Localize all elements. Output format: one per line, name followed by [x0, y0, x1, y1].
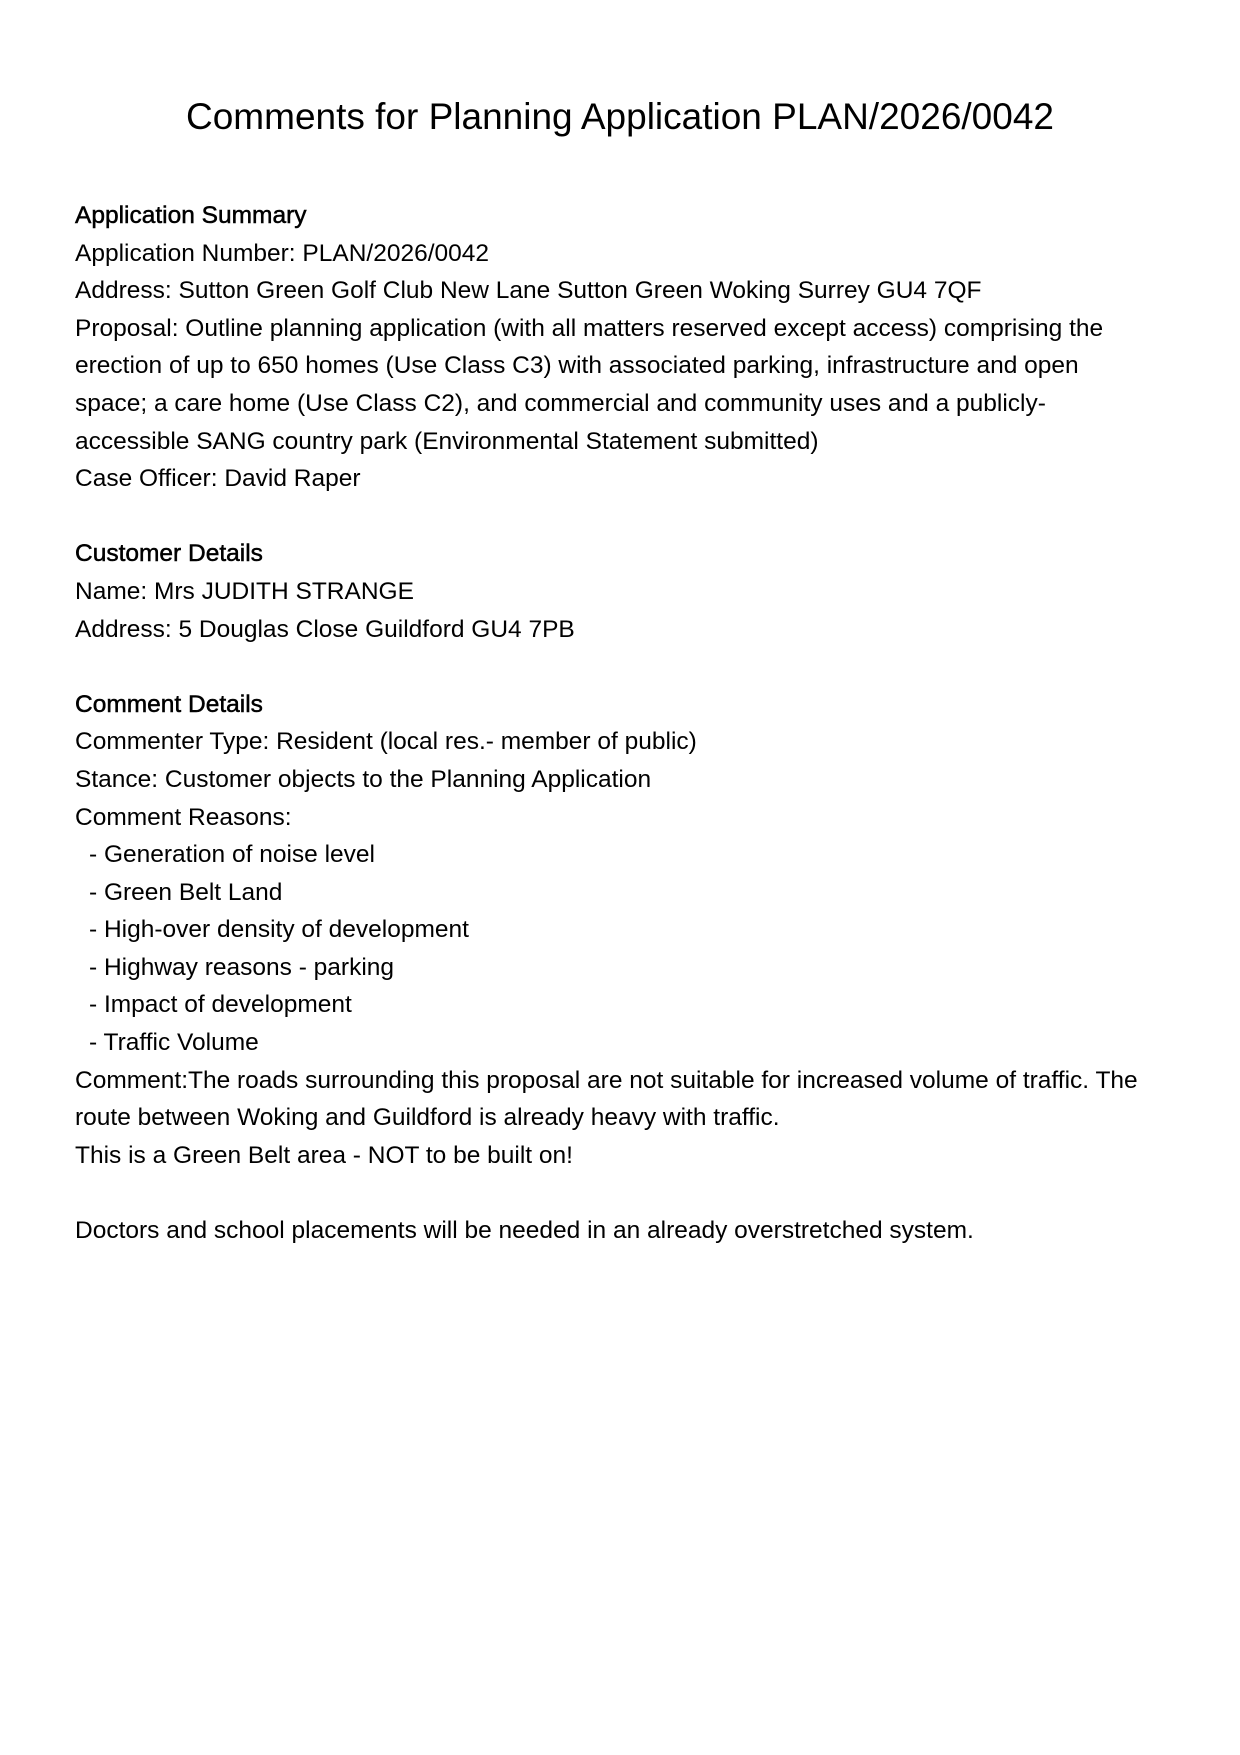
commenter-type: Commenter Type: Resident (local res.- member of public)	[75, 728, 697, 756]
comment-reason-item: - Highway reasons - parking	[89, 953, 395, 981]
customer-details-heading: Customer Details	[75, 540, 263, 568]
customer-name: Name: Mrs JUDITH STRANGE	[75, 577, 414, 605]
comment-text-final: Doctors and school placements will be needed in an already overstretched system.	[75, 1217, 974, 1245]
proposal-line: accessible SANG country park (Environmental Statement submitted)	[75, 427, 819, 455]
case-officer: Case Officer: David Raper	[75, 465, 361, 493]
comment-reason-item: - Traffic Volume	[89, 1029, 259, 1057]
application-address: Address: Sutton Green Golf Club New Lane Sutton Green Woking Surrey GU4 7QF	[75, 277, 982, 305]
paragraph-spacer	[75, 1174, 1175, 1212]
proposal-line: erection of up to 650 homes (Use Class C3) with associated parking, infrastructure and open	[75, 352, 1079, 380]
page-title: Comments for Planning Application PLAN/2026/0042	[186, 96, 1054, 137]
proposal-line: space; a care home (Use Class C2), and commercial and community uses and a publicly-	[75, 389, 1046, 417]
comment-reasons-label: Comment Reasons:	[75, 803, 292, 831]
section-spacer	[75, 648, 1175, 686]
comment-reason-item: - Generation of noise level	[89, 841, 375, 869]
stance: Stance: Customer objects to the Planning Application	[75, 765, 652, 793]
comment-text-line: Comment:The roads surrounding this proposal are not suitable for increased volume of traffic. The	[75, 1066, 1138, 1094]
comment-text-line: This is a Green Belt area - NOT to be built on!	[75, 1141, 573, 1169]
customer-address: Address: 5 Douglas Close Guildford GU4 7PB	[75, 615, 575, 643]
comment-reason-item: - Green Belt Land	[89, 878, 283, 906]
comment-reason-item: - Impact of development	[89, 991, 352, 1019]
comment-text-line: route between Woking and Guildford is already heavy with traffic.	[75, 1104, 780, 1132]
application-summary-heading: Application Summary	[75, 202, 307, 229]
application-number: Application Number: PLAN/2026/0042	[75, 239, 490, 267]
section-spacer	[75, 498, 1175, 536]
proposal-line: Proposal: Outline planning application (with all matters reserved except access) comprising the	[75, 314, 1104, 342]
document-body	[75, 197, 1175, 1250]
comment-reason-item: - High-over density of development	[89, 916, 469, 944]
comment-details-heading: Comment Details	[75, 690, 263, 718]
